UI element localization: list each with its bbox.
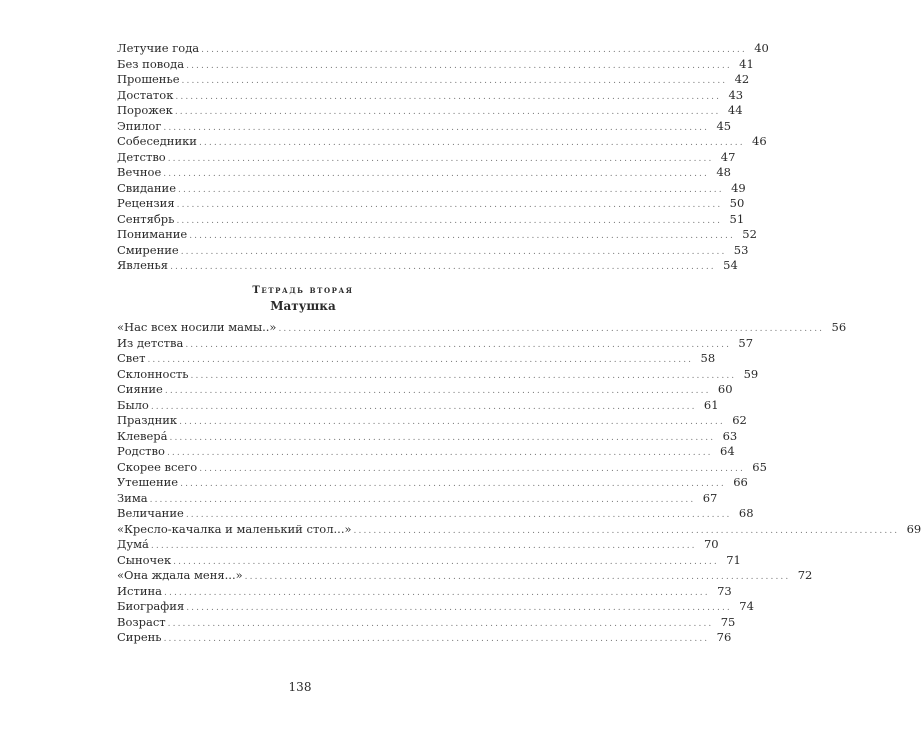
toc-entry-page: 72 [797,568,813,582]
toc-list-part-two [117,320,921,646]
toc-entry-page: 63 [722,428,738,443]
toc-entry-title: Детство [117,149,166,164]
dot-leader: .............................................................................................................. [198,138,745,148]
toc-entry-title: Прошенье [117,72,180,86]
section-part-label: Тетрадь вторая [252,285,354,296]
toc-entry-page: 44 [727,103,743,117]
toc-entry-page: 62 [732,413,747,427]
dot-leader: .............................................................................................................. [278,324,825,334]
toc-entry-page: 45 [716,118,732,133]
toc-entry-page: 52 [742,227,757,241]
page-number: 138 [288,680,312,694]
toc-entry-page: 50 [729,196,745,210]
toc-entry-title: Эпилог [117,118,162,133]
toc-entry[interactable] [117,382,733,398]
dot-leader: .............................................................................................................. [167,153,714,164]
toc-entry-page: 73 [717,583,732,598]
toc-entry-title: Дума́ [117,537,149,551]
toc-entry-title: Зима [117,490,148,505]
dot-leader: .............................................................................................................. [164,587,710,598]
toc-entry-title: Свет [117,351,146,365]
toc-entry-page: 47 [720,149,736,164]
toc-entry-title: «Кресло-качалка и маленький стол...» [117,521,352,536]
toc-entry-title: Сентябрь [117,211,175,226]
toc-entry-page: 53 [733,242,749,257]
toc-entry[interactable] [117,583,732,600]
toc-entry-page: 67 [702,490,718,505]
toc-entry-title: Склонность [117,366,189,381]
toc-entry[interactable] [117,335,754,352]
toc-entry[interactable] [117,614,736,631]
toc-entry-page: 40 [754,41,769,55]
toc-entry[interactable] [117,242,749,259]
toc-entry-title: Утешение [117,475,179,489]
dot-leader: .............................................................................................................. [166,448,713,458]
dot-leader: .............................................................................................................. [178,184,724,195]
toc-entry[interactable] [117,413,747,429]
toc-entry[interactable] [117,258,738,274]
toc-entry-title: Из детства [117,335,184,350]
toc-entry[interactable] [117,41,769,57]
toc-entry[interactable] [117,459,767,476]
dot-leader: .............................................................................................................. [173,556,719,567]
toc-entry[interactable] [117,366,759,383]
dot-leader: .............................................................................................................. [174,107,721,117]
toc-entry-title: «Нас всех носили мамы..» [117,320,277,334]
toc-entry-page: 69 [906,521,921,536]
toc-entry-page: 51 [729,211,745,226]
toc-entry[interactable] [117,552,741,569]
dot-leader: .............................................................................................................. [164,386,711,396]
toc-entry-title: Летучие года [117,41,200,55]
toc-entry[interactable] [117,490,718,507]
toc-entry-title: Смирение [117,242,179,257]
toc-entry-title: Собеседники [117,134,197,148]
dot-leader: .............................................................................................................. [176,200,723,210]
toc-entry-title: Биография [117,599,185,613]
toc-entry-page: 76 [716,630,732,644]
toc-entry[interactable] [117,87,744,104]
dot-leader: .............................................................................................................. [175,91,722,102]
dot-leader: .............................................................................................................. [170,262,716,272]
toc-entry-page: 49 [731,180,746,195]
toc-entry-page: 48 [716,165,731,179]
toc-entry-page: 65 [752,459,767,474]
toc-entry-page: 42 [734,72,750,86]
toc-entry-title: Праздник [117,413,178,427]
toc-entry-title: Без повода [117,56,185,71]
toc-entry[interactable] [117,630,732,646]
dot-leader: .............................................................................................................. [353,525,900,536]
toc-entry-page: 58 [700,351,716,365]
toc-entry-page: 68 [738,506,754,520]
toc-entry[interactable] [117,56,754,73]
toc-list-part-one [117,41,769,274]
toc-entry-title: Родство [117,444,165,458]
toc-entry[interactable] [117,134,767,150]
toc-entry[interactable] [117,180,746,197]
toc-entry-page: 46 [752,134,767,148]
toc-entry-page: 66 [733,475,748,489]
dot-leader: .............................................................................................................. [190,370,737,381]
toc-entry[interactable] [117,118,732,135]
toc-entry-page: 54 [723,258,738,272]
dot-leader: .............................................................................................................. [179,417,725,427]
toc-entry-title: Сыночек [117,552,172,567]
toc-entry-page: 57 [738,335,754,350]
toc-entry[interactable] [117,506,754,522]
toc-entry[interactable] [117,196,745,212]
toc-entry[interactable] [117,521,921,538]
toc-entry[interactable] [117,72,750,88]
dot-leader: .............................................................................................................. [186,60,732,71]
toc-entry-page: 70 [703,537,719,551]
dot-leader: .............................................................................................................. [163,122,710,133]
toc-entry[interactable] [117,351,716,367]
dot-leader: .............................................................................................................. [201,45,747,55]
toc-entry-page: 60 [717,382,733,396]
dot-leader: .............................................................................................................. [163,634,710,644]
dot-leader: .............................................................................................................. [176,215,723,226]
toc-entry[interactable] [117,599,754,615]
dot-leader: .............................................................................................................. [169,432,716,443]
dot-leader: .............................................................................................................. [180,479,726,489]
dot-leader: .............................................................................................................. [163,169,709,179]
toc-entry[interactable] [117,568,813,584]
dot-leader: .............................................................................................................. [150,401,697,412]
dot-leader: .............................................................................................................. [189,231,735,241]
toc-entry-title: Скорее всего [117,459,198,474]
toc-entry[interactable] [117,537,719,553]
toc-entry-page: 56 [831,320,847,334]
dot-leader: .............................................................................................................. [180,246,727,257]
toc-entry-page: 74 [739,599,754,613]
toc-entry[interactable] [117,149,736,166]
dot-leader: .............................................................................................................. [181,76,728,86]
toc-entry-title: Величание [117,506,184,520]
toc-entry-title: Порожек [117,103,173,117]
toc-entry[interactable] [117,428,738,445]
toc-entry[interactable] [117,475,748,491]
dot-leader: .............................................................................................................. [186,603,732,613]
toc-entry-title: Понимание [117,227,188,241]
toc-entry[interactable] [117,320,847,336]
toc-entry[interactable] [117,211,745,228]
section-title: Матушка [270,299,336,313]
toc-entry-page: 61 [703,397,719,412]
dot-leader: .............................................................................................................. [149,494,696,505]
dot-leader: .............................................................................................................. [185,510,732,520]
toc-entry[interactable] [117,227,757,243]
toc-entry-page: 43 [728,87,744,102]
toc-entry[interactable] [117,165,731,181]
toc-entry-title: Явленья [117,258,169,272]
dot-leader: .............................................................................................................. [244,572,791,582]
toc-entry-title: «Она ждала меня...» [117,568,243,582]
toc-entry-title: Возраст [117,614,166,629]
toc-entry[interactable] [117,103,743,119]
toc-entry-page: 71 [726,552,741,567]
dot-leader: .............................................................................................................. [199,463,745,474]
toc-entry-title: Рецензия [117,196,175,210]
dot-leader: .............................................................................................................. [150,541,697,551]
section-header [117,284,489,314]
toc-entry-page: 75 [720,614,736,629]
dot-leader: .............................................................................................................. [167,618,714,629]
toc-entry-title: Вечное [117,165,162,179]
dot-leader: .............................................................................................................. [147,355,694,365]
toc-entry-title: Было [117,397,149,412]
toc-entry-page: 64 [720,444,735,458]
toc-entry-title: Клевера́ [117,428,168,443]
toc-entry[interactable] [117,444,735,460]
toc-entry-page: 59 [743,366,759,381]
dot-leader: .............................................................................................................. [185,339,732,350]
toc-entry-page: 41 [739,56,754,71]
toc-entry-title: Сияние [117,382,163,396]
toc-entry[interactable] [117,397,719,414]
toc-entry-title: Сирень [117,630,162,644]
toc-entry-title: Истина [117,583,163,598]
toc-entry-title: Достаток [117,87,174,102]
toc-entry-title: Свидание [117,180,177,195]
